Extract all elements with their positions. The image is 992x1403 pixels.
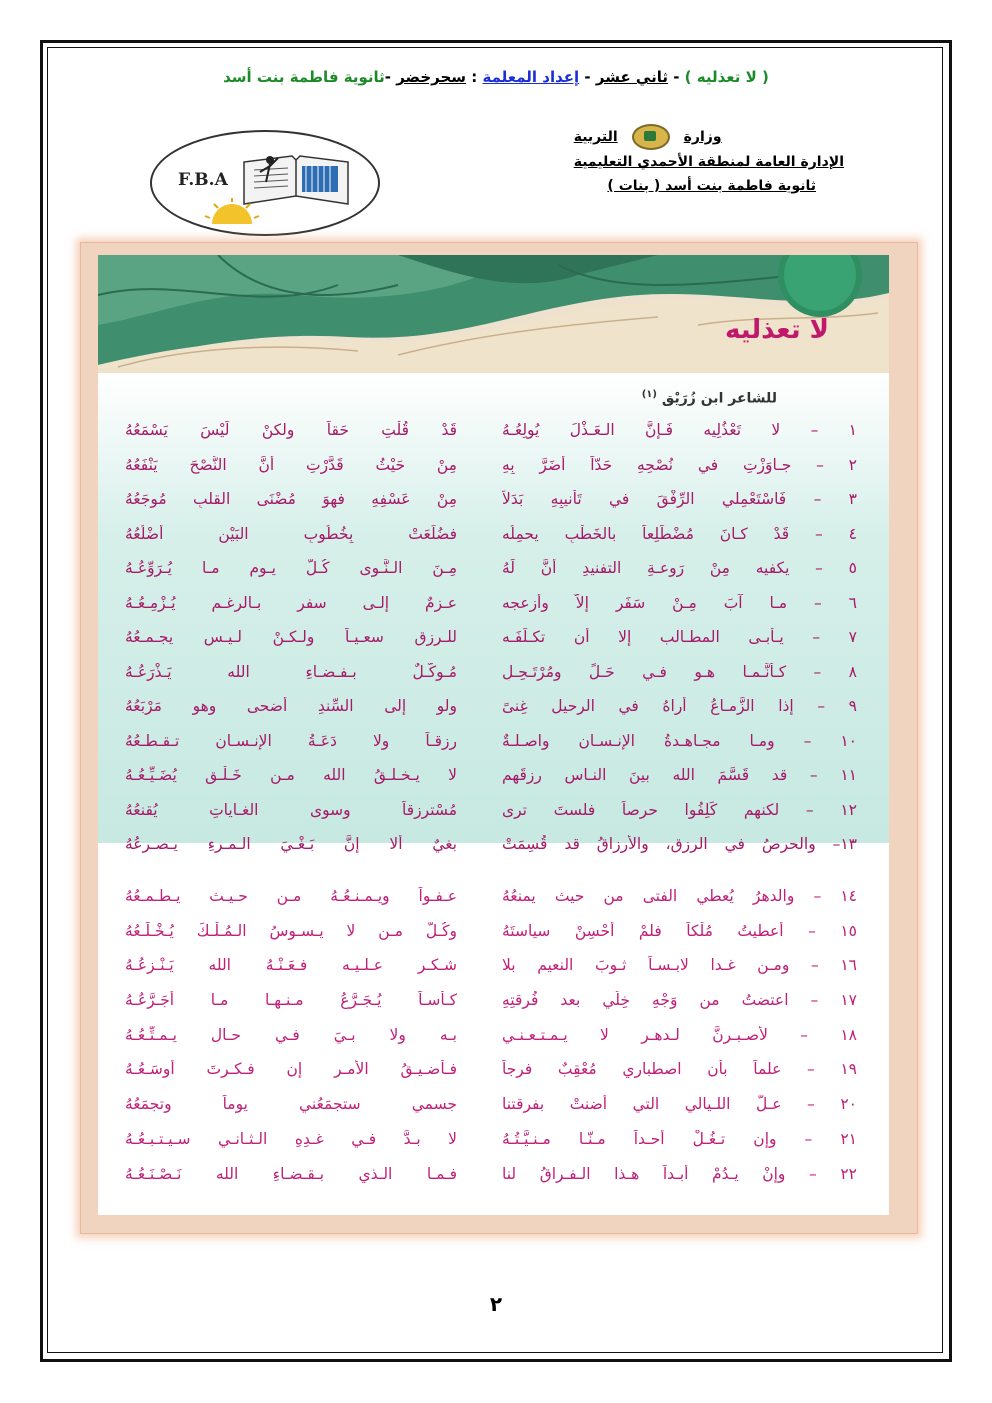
verse-second-half: مِنْ حَيْثُ قَدَّرْتِ أنَّ النُّصْحَ يَنْفَعُهُ [125, 455, 457, 474]
ministry-word2: التربية [573, 129, 618, 145]
verse-second-half: عـزمٌ إلـى سفرٍ بـالرغـمِ يُـزْمِـعُـهُ [125, 593, 457, 612]
poem-title: لا تعذليه [724, 315, 829, 345]
verse-line [98, 456, 889, 491]
verse-first-half: ١٥ – أُعطيتُ مُلْكاً فلمْ أُحْسِنْ سياستَهُ [502, 921, 857, 940]
header-lesson: ( لا تعذليه ) [684, 68, 769, 86]
verse-second-half: وكُـلُّ مـن لا يـسـوسُ الـمُـلْـكَ يُـخْـلَـعُهُ [125, 921, 457, 940]
verse-second-half: كـأسـاً يُـجَـرَّعُ مـنـهـا مـا أُجَـرَّعُـهُ [125, 991, 457, 1010]
verses-part-2 [98, 887, 889, 1199]
verse-second-half: قَدْ قُلْتِ حَقاً ولكنْ لَيْسَ يَسْمَعُهُ [125, 421, 457, 439]
poet-name [642, 389, 777, 407]
verse-first-half: ٩ – إذا الزَّمـاعُ أراهُ في الرحيلِ غِنىً [502, 697, 857, 715]
verse-line [98, 663, 889, 698]
verse-second-half: شـكـرٍ عـلـيـه فـعَـنْـهُ الله يَـنْـزِعُـهُ [125, 956, 457, 975]
verse-first-half: ١ – لا تَعْذُلِيه فَـإِنَّ الـعَـذْلَ يُولِعُـهُ [502, 421, 857, 439]
school-logo [150, 130, 380, 236]
verse-line [98, 1026, 889, 1061]
verse-second-half: لا بـدَّ فـي غـدِهِ الـثـانـي سـيـتـبـعُـهُ [125, 1129, 457, 1148]
verse-line [98, 801, 889, 836]
logo-text: F.B.A [178, 170, 228, 190]
verse-first-half: ١٧ – اعتضتُ من وَجْهِ خِلّي بعد فُرقتِهِ [502, 991, 857, 1010]
verse-line [98, 490, 889, 525]
header-prepared-label: إعداد المعلمة [482, 68, 580, 86]
directorate-name: الإدارة العامة لمنطقة الأحمدي التعليمية [573, 154, 844, 170]
verse-second-half: بـه ولا بـيَ فـي حـالٍ يـمـتِّـعُـهُ [125, 1025, 457, 1044]
verse-line [98, 766, 889, 801]
header-separator: - [668, 68, 685, 86]
verse-first-half: ١٣– والحرصُ في الرزقِ، والأرزاقُ قد قُسِمَتْ [502, 835, 857, 853]
verse-line [98, 525, 889, 560]
verse-second-half: مِنْ عَسْفِهِ فهوَ مُضْنَى القلبِ مُوجَعُهُ [125, 490, 457, 508]
sun-icon [202, 198, 262, 226]
textbook-page [98, 255, 889, 1215]
verse-first-half: ٨ – كـأنَّـمـا هـو فـي حَـلٍّ ومُرْتَـحِـلٍ [502, 662, 857, 681]
header-separator: - [579, 68, 596, 86]
verse-second-half: مُسْترزقاً وسوى الغـاياتِ يُقنعُهُ [125, 800, 457, 819]
verse-first-half: ١٢ – لكنهم كَلِفُوا حرصاً فلستَ ترى [502, 800, 857, 819]
verse-first-half: ٢٠ – عـلَّ اللـيالي التي أضنتْ بفرقتنا [502, 1095, 857, 1114]
verse-second-half: جسمي ستجمَعُني يوماً وتجمَعُهُ [125, 1095, 457, 1114]
verse-line [98, 1060, 889, 1095]
verse-second-half: فـمـا الـذي بـقـضـاءِ الله نَـصْـنَـعُـهُ [125, 1164, 457, 1183]
verse-second-half: للـرزقِ سعـيـاً ولـكـنْ لـيـس يجـمـعُهُ [125, 628, 457, 646]
verse-first-half: ٥ – يكفيه مِنْ رَوعـةِ التفنيدِ أنَّ لَهُ [502, 559, 857, 577]
verse-second-half: فضُلِّعَتْ بِخُطُوبِ البَيْنِ أضْلُعُهُ [125, 524, 457, 543]
verse-line [98, 922, 889, 957]
verse-first-half: ٣ – فَاسْتَعْمِلي الرِّفْقَ في تَأْنيبِهِ بَدَلاً [502, 490, 857, 508]
verses-part-1 [98, 421, 889, 870]
verse-first-half: ١٦ – ومـن غـدا لابـسـاً ثـوبَ النعيمِ بلا [502, 956, 857, 975]
header-separator: - [384, 68, 397, 86]
school-name: ثانوية فاطمة بنت أسد ( بنات ) [607, 178, 816, 194]
poet-label: للشاعر ابن زُرَيْق [661, 390, 777, 407]
verse-second-half: رزقـاً ولا دَعَـةُ الإنـسـانِ تـقـطـعُهُ [125, 731, 457, 750]
verse-second-half: مِـنَ الـنَّـوى كُـلَّ يـومٍ مـا يُـرَوِّعُـهُ [125, 559, 457, 577]
verse-second-half: فـأضـيـقُ الأمـرِ إن فـكـرتَ أوسَـعُـهُ [125, 1060, 457, 1079]
verse-line [98, 594, 889, 629]
verse-second-half: لا يـخـلـقُ الله مـن خَـلْـقٍ يُضَـيِّـعُـهُ [125, 766, 457, 784]
verse-line [98, 421, 889, 456]
verse-line [98, 956, 889, 991]
verse-line [98, 732, 889, 767]
header-grade: ثاني عشر [595, 68, 668, 86]
verse-first-half: ٢ – جـاوَزْتِ في نُصْحِهِ حَدّاً أَضَرَّ بِهِ [502, 455, 857, 474]
verse-first-half: ٦ – مـا آبَ مِـنْ سَفَرٍ إلاّ وأزعجه [502, 593, 857, 612]
page-header [0, 68, 992, 86]
verse-first-half: ٢١ – وإن تـغُـلْ أحـداً مـنّـا مـنـيَّـتُـهُ [502, 1129, 857, 1148]
verse-second-half: ولو إلى السِّندِ أضحى وهو مَرْبَعُهُ [125, 697, 457, 715]
verse-line [98, 697, 889, 732]
verse-second-half: عـفـواً ويـمـنـعُـهُ مـن حـيـث يـطـمـعُهُ [125, 887, 457, 905]
poet-footnote-mark: (١) [641, 389, 657, 400]
kuwait-emblem-icon [632, 124, 670, 150]
verse-line [98, 887, 889, 922]
ministry-word1: وزارة [683, 129, 722, 145]
verse-first-half: ٤ – قَدْ كـانَ مُضْطَلِعاً بالخَطْبِ يحمِلُه [502, 524, 857, 543]
header-colon: : [466, 68, 483, 86]
verse-first-half: ١١ – قد قَسَّمَ الله بينَ النـاسِ رزقَهم [502, 766, 857, 784]
verse-first-half: ١٨ – لأصـبـرنَّ لـدهـرٍ لا يـمـتـعـنـي [502, 1025, 857, 1044]
page-number: ٢ [489, 1292, 503, 1316]
ministry-block [574, 124, 844, 198]
verse-second-half: بغيٌ ألا إنَّ بَـغْـيَ الـمـرءِ يـصـرعُهُ [125, 835, 457, 853]
verse-second-half: مُـوكَّـلٌ بـفـضـاءِ الله يَـذْرَعُـهُ [125, 662, 457, 681]
verse-line [98, 1130, 889, 1165]
verse-line [98, 628, 889, 663]
verse-line [98, 835, 889, 870]
verse-first-half: ٢٢ – وإنْ يـدُمْ أبـداً هـذا الـفـراقُ لنا [502, 1164, 857, 1183]
verse-first-half: ١٤ – والدهرُ يُعطي الفتى من حيث يمنعُهُ [502, 887, 857, 905]
header-school: ثانوية فاطمة بنت أسد [223, 68, 385, 86]
leaf-banner [98, 255, 889, 373]
verse-first-half: ١٠ – ومـا مجـاهـدةُ الإنـسـانِ واصـلـةٌ [502, 731, 857, 750]
verse-first-half: ٧ – يـأبـى المطـالب إلا أن تكـلِّفَـه [502, 628, 857, 646]
verse-first-half: ١٩ – علماً بأن اصطباري مُعْقِبٌ فرجاً [502, 1060, 857, 1079]
header-teacher: سحرخضر [396, 68, 467, 86]
verse-line [98, 1165, 889, 1200]
verse-line [98, 559, 889, 594]
verse-line [98, 1095, 889, 1130]
verse-line [98, 991, 889, 1026]
